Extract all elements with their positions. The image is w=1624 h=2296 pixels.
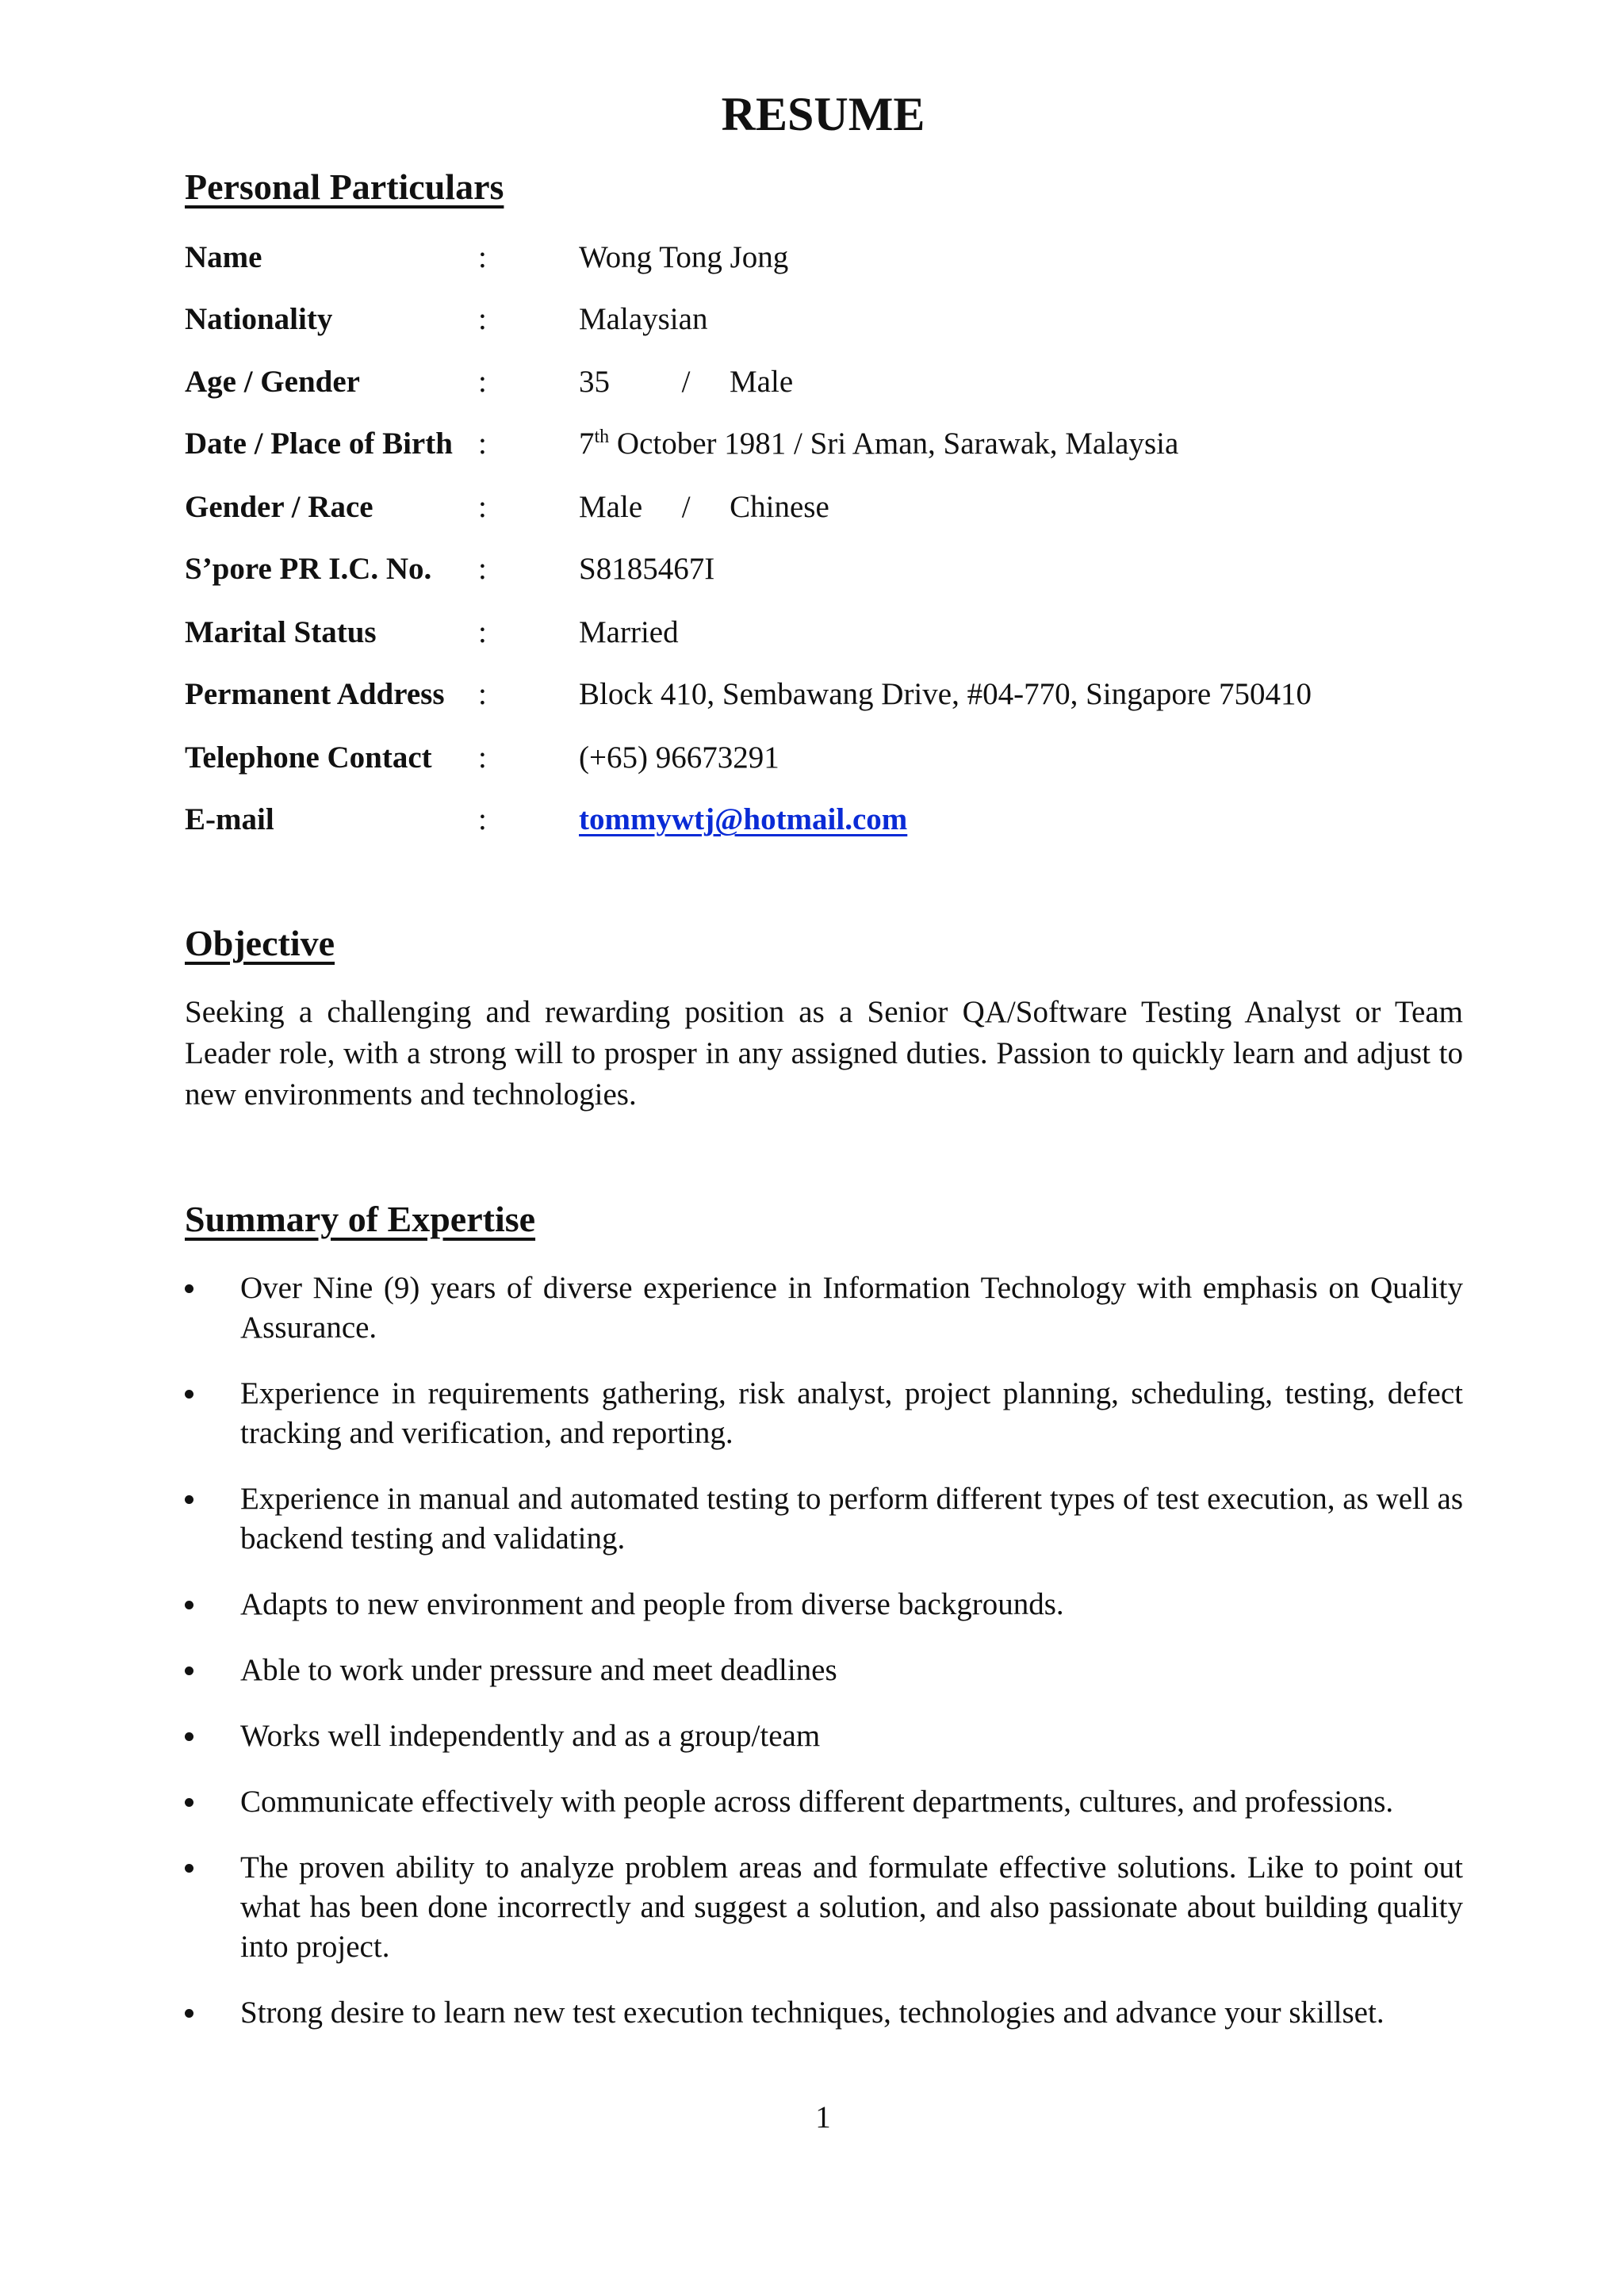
gender-value: Male [579,490,643,524]
field-colon: : [478,240,487,274]
field-label: Age / Gender [185,365,360,399]
field-label: Date / Place of Birth [185,427,453,461]
field-value: S8185467I [579,552,715,586]
personal-row-pr-ic [185,549,1469,590]
value-separator: / [681,490,691,524]
list-item [185,1269,1463,1348]
personal-row-name [185,237,1469,278]
email-link[interactable]: tommywtj@hotmail.com [579,802,908,836]
personal-row-nationality [185,299,1469,340]
summary-heading: Summary of Expertise [185,1199,536,1239]
personal-row-marital-status [185,612,1469,653]
bullet-icon [185,1667,193,1675]
field-value: (+65) 96673291 [579,740,779,775]
field-value: Block 410, Sembawang Drive, #04-770, Singapore 750410 [579,677,1312,711]
personal-row-gender-race [185,487,1469,528]
field-colon: : [478,552,487,586]
bullet-icon [185,1601,193,1609]
list-item-text: Over Nine (9) years of diverse experience in Information Technology with emphasis on Quality Assurance. [240,1271,1463,1345]
list-item [185,1716,1463,1756]
personal-row-telephone [185,737,1469,779]
field-value [579,487,829,528]
birth-date-place: October 1981 / Sri Aman, Sarawak, Malaysia [609,427,1179,461]
age-value: 35 [579,365,610,399]
list-item-text: Strong desire to learn new test execution techniques, technologies and advance your skillset. [240,1996,1385,2030]
list-item [185,1479,1463,1559]
list-item [185,1848,1463,1967]
field-colon: : [478,740,487,775]
list-item [185,1782,1463,1822]
list-item-text: Able to work under pressure and meet deadlines [240,1653,837,1687]
personal-row-date-place-of-birth [185,423,1469,465]
field-colon: : [478,490,487,524]
objective-heading: Objective [185,923,335,963]
field-label: Name [185,240,262,274]
personal-row-email [185,799,1469,840]
bullet-icon [185,1732,193,1741]
birth-day: 7 [579,427,595,461]
list-item-text: Works well independently and as a group/team [240,1719,821,1753]
list-item-text: Experience in requirements gathering, risk analyst, project planning, scheduling, testing, defect tracking and verification, and reporting. [240,1376,1463,1450]
field-label: S’pore PR I.C. No. [185,552,432,586]
ordinal-suffix: th [594,427,610,447]
field-value [579,799,907,840]
page-number: 1 [815,2100,831,2134]
list-item-text: Communicate effectively with people across different departments, cultures, and professions. [240,1785,1394,1819]
list-item [185,1585,1463,1624]
field-colon: : [478,802,487,836]
list-item [185,1374,1463,1453]
field-label: E-mail [185,802,274,836]
field-value: Malaysian [579,302,708,336]
bullet-icon [185,2009,193,2018]
field-value: Married [579,615,679,649]
bullet-icon [185,1864,193,1873]
field-label: Marital Status [185,615,377,649]
field-value [579,362,793,403]
field-colon: : [478,365,487,399]
list-item-text: Adapts to new environment and people from diverse backgrounds. [240,1587,1064,1621]
personal-particulars-heading: Personal Particulars [185,166,504,207]
personal-row-age-gender [185,362,1469,403]
field-label: Telephone Contact [185,740,432,775]
field-label: Nationality [185,302,333,336]
list-item-text: The proven ability to analyze problem areas and formulate effective solutions. Like to point out what has been done incorrectly and suggest a solution, and also passionate about building quality into project. [240,1850,1463,1964]
field-colon: : [478,677,487,711]
bullet-icon [185,1390,193,1399]
field-colon: : [478,302,487,336]
bullet-icon [185,1284,193,1293]
document-title: RESUME [721,88,925,140]
race-value: Chinese [730,490,829,524]
list-item-text: Experience in manual and automated testing to perform different types of test execution, as well as backend testing and validating. [240,1482,1463,1556]
field-colon: : [478,615,487,649]
field-value: Wong Tong Jong [579,240,789,274]
field-colon: : [478,427,487,461]
bullet-icon [185,1798,193,1807]
field-value [579,423,1178,465]
value-separator: / [681,365,691,399]
gender-value: Male [730,365,794,399]
objective-text: Seeking a challenging and rewarding position as a Senior QA/Software Testing Analyst or Team Leader role, with a strong will to prosper in any assigned duties. Passion to quickly learn and adjust to new environments and technologies. [185,995,1463,1112]
expertise-list [185,1269,1463,2059]
personal-row-permanent-address [185,674,1469,715]
bullet-icon [185,1495,193,1504]
list-item [185,1993,1463,2033]
field-label: Gender / Race [185,490,373,524]
field-label: Permanent Address [185,677,445,711]
list-item [185,1651,1463,1690]
